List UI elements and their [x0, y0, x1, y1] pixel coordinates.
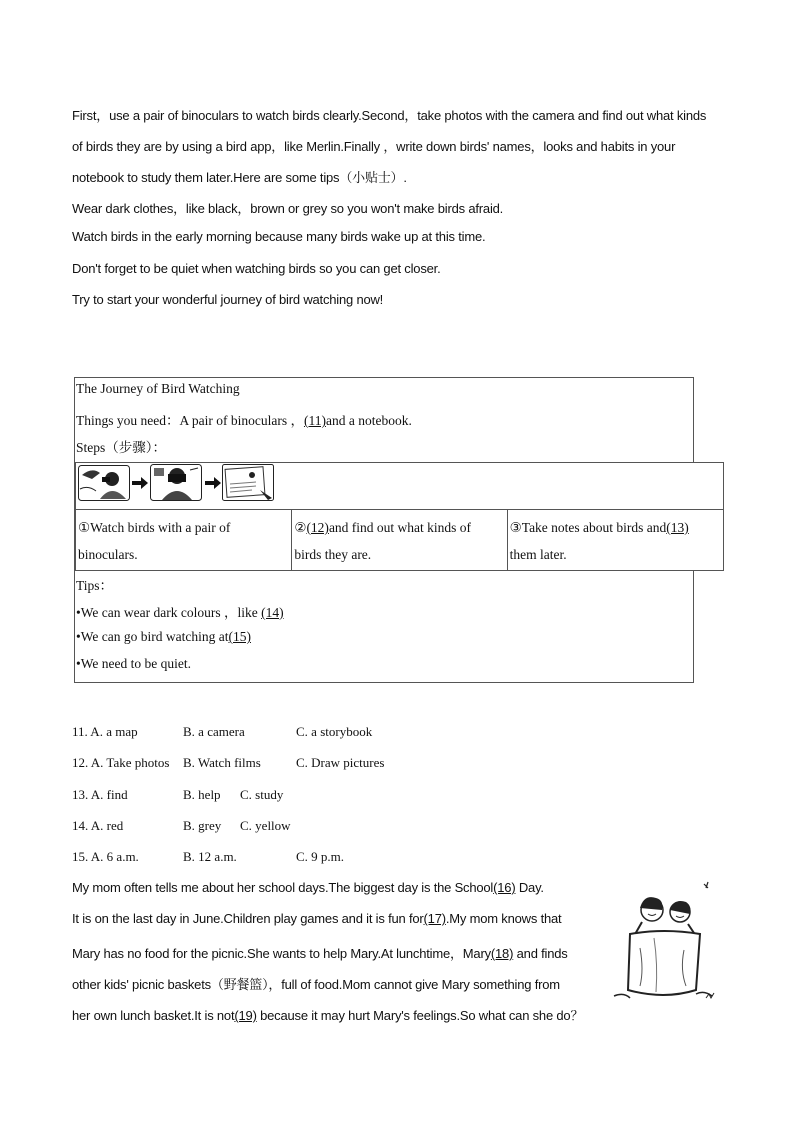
- text: because it may hurt Mary's feelings.So what can she do？: [256, 1008, 584, 1023]
- blank-11: (11): [303, 413, 326, 428]
- tip2-prefix: •We can go bird watching at: [76, 629, 229, 644]
- option-a: 13. A. find: [72, 787, 128, 802]
- step2-illustration: [150, 464, 202, 501]
- step2-line2: birds they are.: [294, 547, 372, 562]
- option-b: B. grey: [183, 818, 222, 833]
- option-a: 15. A. 6 a.m.: [72, 849, 139, 864]
- table-title: The Journey of Bird Watching: [76, 381, 240, 396]
- option-a: 14. A. red: [72, 818, 124, 833]
- arrow-right-icon: [132, 477, 148, 489]
- step3-line2: them later.: [509, 547, 567, 562]
- text: her own lunch basket.It is not: [72, 1008, 235, 1023]
- option-a: 12. A. Take photos: [72, 755, 170, 770]
- option-c: C. yellow: [240, 818, 291, 833]
- step2-prefix: ②: [294, 520, 307, 535]
- blank-16: (16): [493, 880, 516, 895]
- step3-prefix: ③Take notes about birds and: [509, 520, 667, 535]
- step2-suffix: and find out what kinds of: [328, 520, 472, 535]
- option-b: B. 12 a.m.: [183, 849, 237, 864]
- steps-text-row: [75, 510, 724, 571]
- blank-13: (13): [666, 520, 689, 535]
- blank-12: (12): [306, 520, 329, 535]
- things-suffix: and a notebook.: [325, 413, 412, 428]
- step3-cell: [507, 510, 723, 570]
- passage2-line5: [72, 1005, 592, 1024]
- passage2-line2: [72, 911, 592, 926]
- text: My mom often tells me about her school days.The biggest day is the School: [72, 880, 494, 895]
- step1-cell: [76, 510, 291, 570]
- step1-line1: ①Watch birds with a pair of: [78, 520, 231, 535]
- text: It is on the last day in June.Children play games and it is fun for: [72, 911, 424, 926]
- passage-line: First，use a pair of binoculars to watch birds clearly.Second，take photos with the camera and find out what kinds: [72, 108, 707, 123]
- step1-illustration: [78, 465, 130, 501]
- option-b: B. a camera: [183, 724, 245, 739]
- tip-1: [76, 601, 284, 621]
- text: Day.: [515, 880, 544, 895]
- passage-line: Watch birds in the early morning because many birds wake up at this time.: [72, 229, 486, 244]
- step2-line1: [294, 514, 504, 541]
- option-b: B. help: [183, 787, 221, 802]
- option-b: B. Watch films: [183, 755, 261, 770]
- passage2-line4: other kids' picnic baskets（野餐篮），full of food.Mom cannot give Mary something from: [72, 977, 560, 992]
- option-c: C. 9 p.m.: [296, 849, 345, 864]
- blank-15: (15): [228, 629, 251, 644]
- option-a: 11. A. a map: [72, 724, 138, 739]
- passage-line: Wear dark clothes，like black，brown or grey so you won't make birds afraid.: [72, 201, 504, 216]
- step1-line2: binoculars.: [78, 547, 138, 562]
- steps-image-row: [75, 462, 724, 510]
- blank-19: (19): [234, 1008, 257, 1023]
- text: Mary has no food for the picnic.She wants to help Mary.At lunchtime，Mary: [72, 946, 491, 961]
- step2-cell: [291, 510, 506, 570]
- tip-2: [76, 629, 251, 645]
- step3-line1: [510, 514, 721, 541]
- passage2-line3: [72, 943, 592, 962]
- blank-17: (17): [423, 911, 446, 926]
- option-c: C. Draw pictures: [296, 755, 385, 770]
- passage-line: of birds they are by using a bird app，like Merlin.Finally ，write down birds' names，looks and habits in your: [72, 139, 676, 154]
- option-c: C. study: [240, 787, 284, 802]
- passage-line: Try to start your wonderful journey of bird watching now!: [72, 292, 384, 307]
- passage2-line1: [72, 880, 592, 895]
- text: .My mom knows that: [445, 911, 562, 926]
- tip-3: •We need to be quiet.: [76, 656, 191, 671]
- blank-18: (18): [490, 946, 514, 961]
- blank-14: (14): [261, 605, 284, 620]
- step3-notebook-illustration: [222, 464, 274, 501]
- passage-line: notebook to study them later.Here are some tips（小贴士）.: [72, 170, 407, 185]
- passage-line: Don't forget to be quiet when watching birds so you can get closer.: [72, 261, 441, 276]
- things-you-need: [76, 409, 412, 429]
- steps-label: Steps（步骤）：: [76, 440, 167, 455]
- tips-label: Tips：: [76, 578, 114, 593]
- things-prefix: Things you need：A pair of binoculars ，: [76, 413, 304, 428]
- tip1-prefix: •We can wear dark colours ，like: [76, 605, 262, 620]
- text: and finds: [513, 946, 568, 961]
- sack-race-illustration: [600, 878, 724, 1006]
- option-c: C. a storybook: [296, 724, 373, 739]
- arrow-right-icon: [205, 477, 221, 489]
